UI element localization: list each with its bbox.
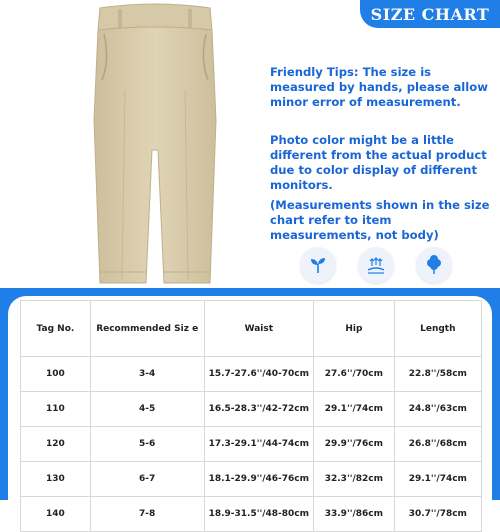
header-hip: Hip [314, 301, 395, 357]
cell-length: 29.1''/74cm [394, 462, 481, 497]
cell-size: 5-6 [90, 427, 204, 462]
cell-size: 3-4 [90, 357, 204, 392]
cell-size: 6-7 [90, 462, 204, 497]
cell-hip: 29.9''/76cm [314, 427, 395, 462]
cell-size: 7-8 [90, 497, 204, 532]
header-recommended-size: Recommended Siz e [90, 301, 204, 357]
cell-length: 30.7''/78cm [394, 497, 481, 532]
cell-tag: 130 [21, 462, 91, 497]
moisture-wicking-icon [358, 247, 394, 283]
cell-hip: 33.9''/86cm [314, 497, 395, 532]
cell-length: 24.8''/63cm [394, 392, 481, 427]
size-table-container [8, 296, 492, 519]
cell-length: 26.8''/68cm [394, 427, 481, 462]
cell-tag: 120 [21, 427, 91, 462]
cell-waist: 17.3-29.1''/44-74cm [204, 427, 314, 462]
sprout-icon [300, 247, 336, 283]
cell-tag: 140 [21, 497, 91, 532]
size-chart-banner: SIZE CHART [360, 0, 500, 28]
size-table [20, 300, 482, 532]
cell-waist: 15.7-27.6''/40-70cm [204, 357, 314, 392]
cell-tag: 100 [21, 357, 91, 392]
friendly-tips-text: Friendly Tips: The size is measured by hands, please allow minor error of measurement. [270, 65, 488, 109]
cell-size: 4-5 [90, 392, 204, 427]
cell-waist: 18.1-29.9''/46-76cm [204, 462, 314, 497]
measurement-note-text: (Measurements shown in the size chart refer to item measurements, not body) [270, 198, 490, 242]
table-row [21, 392, 482, 427]
table-header-row [21, 301, 482, 357]
color-note-text: Photo color might be a little different from the actual product due to color display of different monitors. [270, 133, 487, 192]
table-row [21, 462, 482, 497]
table-row [21, 427, 482, 462]
cotton-icon [416, 247, 452, 283]
feature-icons [300, 247, 452, 283]
pants-image [80, 0, 230, 290]
header-tag-no: Tag No. [21, 301, 91, 357]
cell-hip: 32.3''/82cm [314, 462, 395, 497]
cell-hip: 29.1''/74cm [314, 392, 395, 427]
table-row [21, 497, 482, 532]
cell-length: 22.8''/58cm [394, 357, 481, 392]
header-length: Length [394, 301, 481, 357]
cell-waist: 16.5-28.3''/42-72cm [204, 392, 314, 427]
table-row [21, 357, 482, 392]
cell-waist: 18.9-31.5''/48-80cm [204, 497, 314, 532]
header-waist: Waist [204, 301, 314, 357]
cell-hip: 27.6''/70cm [314, 357, 395, 392]
cell-tag: 110 [21, 392, 91, 427]
